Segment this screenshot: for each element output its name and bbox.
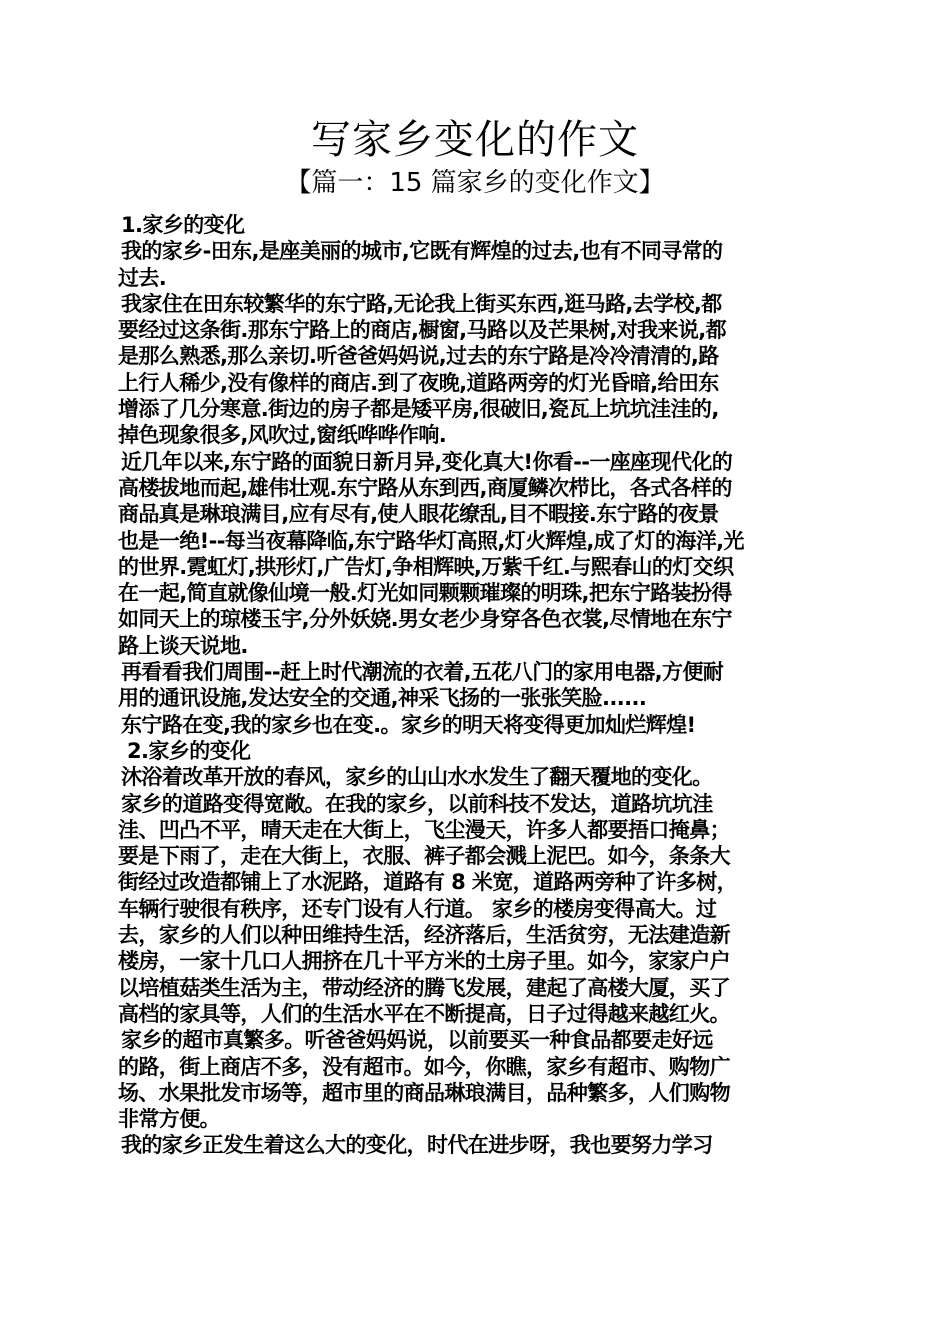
text-line: 去，家乡的人们以种田维持生活，经济落后，生活贫穷，无法建造新 <box>118 923 730 948</box>
text-line: 要经过这条街.那东宁路上的商店,橱窗,马路以及芒果树,对我来说,都 <box>118 318 727 343</box>
text-line: 以培植菇类生活为主，带动经济的腾飞发展，建起了高楼大厦，买了 <box>118 975 730 1000</box>
text-line: 的世界.霓虹灯,拱形灯,广告灯,争相辉映,万紫千红.与熙春山的灯交织 <box>118 554 734 579</box>
document-subtitle: 【篇一：15 篇家乡的变化作文】 <box>285 168 665 198</box>
text-line: 家乡的超市真繁多。听爸爸妈妈说，以前要买一种食品都要走好远 <box>121 1028 713 1053</box>
text-line: 东宁路在变,我的家乡也在变.。家乡的明天将变得更加灿烂辉煌! <box>121 712 696 737</box>
text-line: 2.家乡的变化 <box>127 738 251 763</box>
text-line: 过去. <box>118 265 167 290</box>
text-line: 街经过改造都铺上了水泥路，道路有 8 米宽，道路两旁种了许多树， <box>118 870 738 895</box>
text-line: 1.家乡的变化 <box>121 213 245 237</box>
text-line: 我的家乡正发生着这么大的变化，时代在进步呀，我也要努力学习 <box>121 1133 713 1158</box>
document-title: 写家乡变化的作文 <box>311 117 639 163</box>
text-line: 高楼拔地而起,雄伟壮观.东宁路从东到西,商厦鳞次栉比，各式各样的 <box>118 475 732 500</box>
text-line: 近几年以来,东宁路的面貌日新月异,变化真大!你看--一座座现代化的 <box>121 449 733 474</box>
text-line: 沐浴着改革开放的春风，家乡的山山水水发生了翻天覆地的变化。 <box>121 765 713 790</box>
text-line: 要是下雨了，走在大街上，衣服、裤子都会溅上泥巴。如今，条条大 <box>118 844 730 869</box>
text-line: 在一起,简直就像仙境一般.灯光如同颗颗璀璨的明珠,把东宁路装扮得 <box>118 581 732 606</box>
text-line: 商品真是琳琅满目,应有尽有,使人眼花缭乱,目不暇接.东宁路的夜景 <box>118 502 719 527</box>
text-line: 我家住在田东较繁华的东宁路,无论我上街买东西,逛马路,去学校,都 <box>121 291 722 316</box>
text-line: 上行人稀少,没有像样的商店.到了夜晚,道路两旁的灯光昏暗,给田东 <box>118 370 719 395</box>
text-line: 路上谈天说地. <box>118 633 248 658</box>
text-line: 再看看我们周围--赶上时代潮流的衣着,五花八门的家用电器,方便耐 <box>121 660 724 685</box>
text-line: 非常方便。 <box>118 1107 220 1132</box>
text-line: 的路，街上商店不多，没有超市。如今，你瞧，家乡有超市、购物广 <box>118 1054 730 1079</box>
text-line: 家乡的道路变得宽敞。在我的家乡，以前科技不发达，道路坑坑洼 <box>121 791 713 816</box>
text-line: 掉色现象很多,风吹过,窗纸哗哗作响. <box>118 423 447 448</box>
text-line: 洼、凹凸不平，晴天走在大街上，飞尘漫天，许多人都要捂口掩鼻； <box>118 817 730 842</box>
text-line: 如同天上的琼楼玉宇,分外妖娆.男女老少身穿各色衣裳,尽情地在东宁 <box>118 607 732 632</box>
text-line: 增添了几分寒意.街边的房子都是矮平房,很破旧,瓷瓦上坑坑洼洼的, <box>118 397 719 422</box>
text-line: 我的家乡-田东,是座美丽的城市,它既有辉煌的过去,也有不同寻常的 <box>121 239 723 264</box>
text-line: 场、水果批发市场等，超市里的商品琳琅满目，品种繁多，人们购物 <box>118 1080 730 1105</box>
text-line: 是那么熟悉,那么亲切.听爸爸妈妈说,过去的东宁路是冷冷清清的,路 <box>118 344 719 369</box>
text-line: 也是一绝!--每当夜幕降临,东宁路华灯高照,灯火辉煌,成了灯的海洋,光 <box>118 528 744 553</box>
text-line: 高档的家具等，人们的生活水平在不断提高，日子过得越来越红火。 <box>118 1001 730 1026</box>
essay-body <box>115 212 840 1159</box>
text-line: 车辆行驶很有秩序，还专门设有人行道。 家乡的楼房变得高大。过 <box>118 896 717 921</box>
text-line: 楼房，一家十几口人拥挤在几十平方米的土房子里。如今，家家户户 <box>118 949 730 974</box>
text-line: 用的通讯设施,发达安全的交通,神采飞扬的一张张笑脸...... <box>118 686 647 711</box>
